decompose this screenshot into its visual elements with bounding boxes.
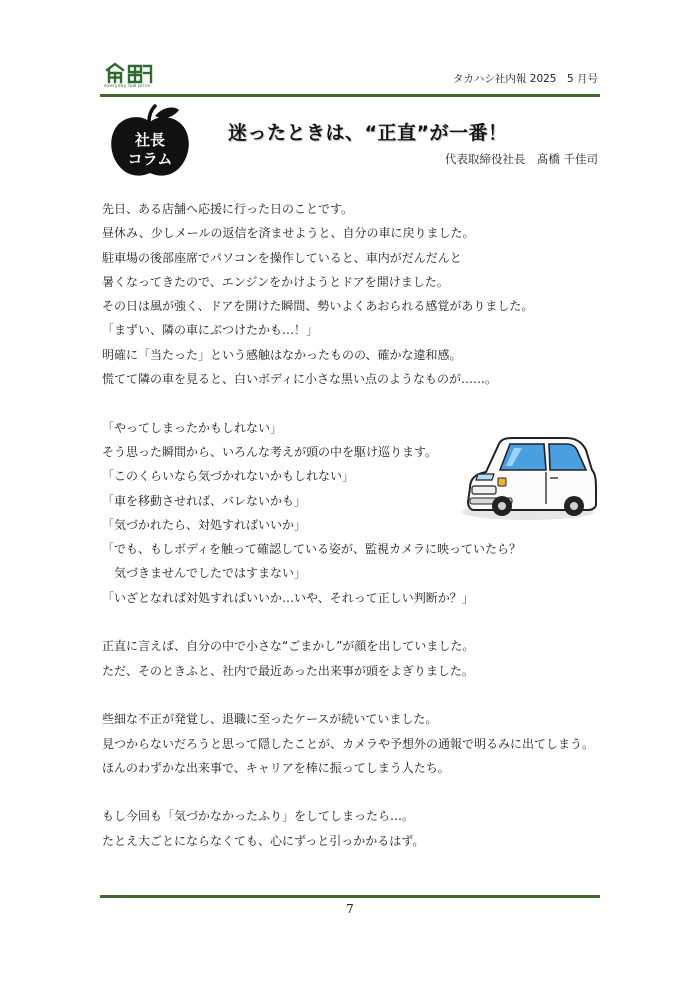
- body-line: 見つからないだろうと思って隠したことが、カメラや予想外の通報で明るみに出てしまう。: [102, 736, 595, 751]
- body-line: 些細な不正が発覚し、退職に至ったケースが続いていました。: [102, 712, 438, 727]
- body-line: 明確に「当たった」という感触はなかったものの、確かな違和感。: [102, 347, 462, 362]
- body-line: 先日、ある店舗へ応援に行った日のことです。: [102, 202, 354, 216]
- column-author: 代表取締役社長 髙橋 千佳司: [444, 152, 598, 166]
- header-rule: [100, 94, 600, 97]
- body-line: もし今回も「気づかなかったふり」をしてしまったら…。: [102, 809, 415, 824]
- white-car-icon: [462, 434, 598, 522]
- body-line: 駐車場の後部座席でパソコンを操作していると、車内がだんだんと: [102, 250, 462, 265]
- column-body: [102, 197, 602, 853]
- body-line: ただ、そのときふと、社内で最近あった出来事が頭をよぎりました。: [102, 663, 474, 678]
- body-line: 「でも、もしボディを触って確認している姿が、監視カメラに映っていたら？: [102, 542, 522, 557]
- body-line: 暑くなってきたので、エンジンをかけようとドアを開けました。: [102, 274, 449, 289]
- paragraph-gap: [102, 683, 602, 707]
- body-line: 「いざとなれば対処すればいいか…いや、それって正しい判断か？」: [102, 590, 474, 605]
- body-line: そう思った瞬間から、いろんな考えが頭の中を駆け巡ります。: [102, 444, 438, 459]
- apple-badge-icon: [105, 104, 195, 180]
- paragraph-gap: [102, 610, 602, 634]
- logo-tagline: everyday low price: [104, 84, 151, 89]
- paragraph-gap: [102, 780, 602, 804]
- body-line: 「まずい、隣の車にぶつけたかも…！」: [102, 323, 319, 338]
- body-line: たとえ大ごとにならなくても、心にずっと引っかかるはず。: [102, 833, 425, 848]
- body-line: 「やってしまったかもしれない」: [102, 420, 283, 435]
- body-line: 「車を移動させれば、バレないかも」: [102, 493, 307, 508]
- paragraph-gap: [102, 391, 602, 415]
- column-title: 迷ったときは、“正直”が一番！: [228, 122, 508, 144]
- issue-label: タカハシ社内報 2025 5 月号: [452, 73, 598, 85]
- body-line: 「このくらいなら気づかれないかもしれない」: [102, 469, 355, 484]
- page-number: 7: [346, 902, 354, 916]
- body-line: 気づきませんでしたではすまない」: [102, 566, 307, 581]
- body-line: 正直に言えば、自分の中で小さな“ごまかし”が顔を出していました。: [102, 639, 475, 654]
- body-line: 「気づかれたら、対処すればいいか」: [102, 517, 307, 532]
- body-line: ほんのわずかな出来事で、キャリアを棒に振ってしまう人たち。: [102, 760, 450, 775]
- badge-line1: 社長: [134, 131, 166, 149]
- body-line: 慌てて隣の車を見ると、白いボディに小さな黒い点のようなものが……。: [102, 372, 498, 387]
- body-line: その日は風が強く、ドアを開けた瞬間、勢いよくあおられる感覚がありました。: [102, 299, 534, 314]
- badge-line2: コラム: [127, 150, 173, 168]
- footer-rule: [100, 895, 600, 898]
- body-line: 昼休み、少しメールの返信を済ませようと、自分の車に戻りました。: [102, 226, 475, 241]
